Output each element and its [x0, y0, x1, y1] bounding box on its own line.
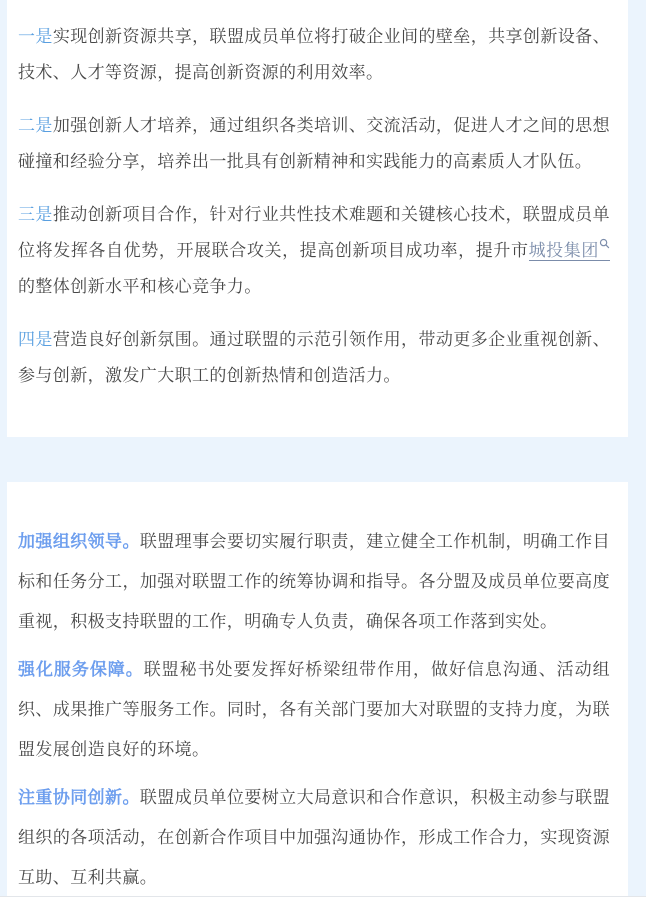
paragraph-text: 营造良好创新氛围。通过联盟的示范引领作用，带动更多企业重视创新、参与创新，激发广大职工的创新热情和创造活力。: [18, 330, 610, 385]
paragraph-text: 推动创新项目合作，针对行业共性技术难题和关键核心技术，联盟成员单位将发挥各自优势，开展联合攻关，提高创新项目成功率，提升市: [18, 205, 610, 260]
paragraph-lead-marker: 一是: [18, 27, 53, 46]
paragraph-requirement-2: [18, 650, 610, 770]
paragraph-lead-heading: 强化服务保障。: [18, 660, 144, 679]
paragraph-measure-1: [18, 19, 610, 91]
paragraph-requirement-3: [18, 778, 610, 897]
content-card-measures: [7, 0, 628, 437]
paragraph-text: 实现创新资源共享，联盟成员单位将打破企业间的壁垒，共享创新设备、技术、人才等资源，提高创新资源的利用效率。: [18, 27, 610, 82]
section-gap: [0, 437, 646, 482]
keyword-link-label: 城投集团: [528, 241, 599, 260]
paragraph-lead-marker: 四是: [18, 330, 53, 349]
paragraph-text: 联盟理事会要切实履行职责，建立健全工作机制，明确工作目标和任务分工，加强对联盟工作的统筹协调和指导。各分盟及成员单位要高度重视，积极支持联盟的工作，明确专人负责，确保各项工作落到实处。: [18, 532, 610, 631]
paragraph-requirement-1: [18, 522, 610, 642]
paragraph-lead-marker: 二是: [18, 116, 53, 135]
keyword-link-chengtou-group[interactable]: [529, 241, 610, 261]
paragraph-text: 的整体创新水平和核心竞争力。: [18, 277, 262, 296]
paragraph-lead-heading: 加强组织领导。: [18, 532, 140, 551]
paragraph-measure-2: [18, 108, 610, 180]
content-card-requirements: [7, 482, 628, 897]
paragraph-text: 加强创新人才培养，通过组织各类培训、交流活动，促进人才之间的思想碰撞和经验分享，培养出一批具有创新精神和实践能力的高素质人才队伍。: [18, 116, 610, 171]
paragraph-measure-4: [18, 322, 610, 394]
paragraph-lead-heading: 注重协同创新。: [18, 788, 140, 807]
paragraph-measure-3: [18, 197, 610, 305]
paragraph-text: 联盟成员单位要树立大局意识和合作意识，积极主动参与联盟组织的各项活动，在创新合作项目中加强沟通协作，形成工作合力，实现资源互助、互利共赢。: [18, 788, 610, 887]
paragraph-text: 联盟秘书处要发挥好桥梁纽带作用，做好信息沟通、活动组织、成果推广等服务工作。同时，各有关部门要加大对联盟的支持力度，为联盟发展创造良好的环境。: [18, 660, 610, 759]
paragraph-lead-marker: 三是: [18, 205, 53, 224]
search-icon: [599, 241, 610, 252]
